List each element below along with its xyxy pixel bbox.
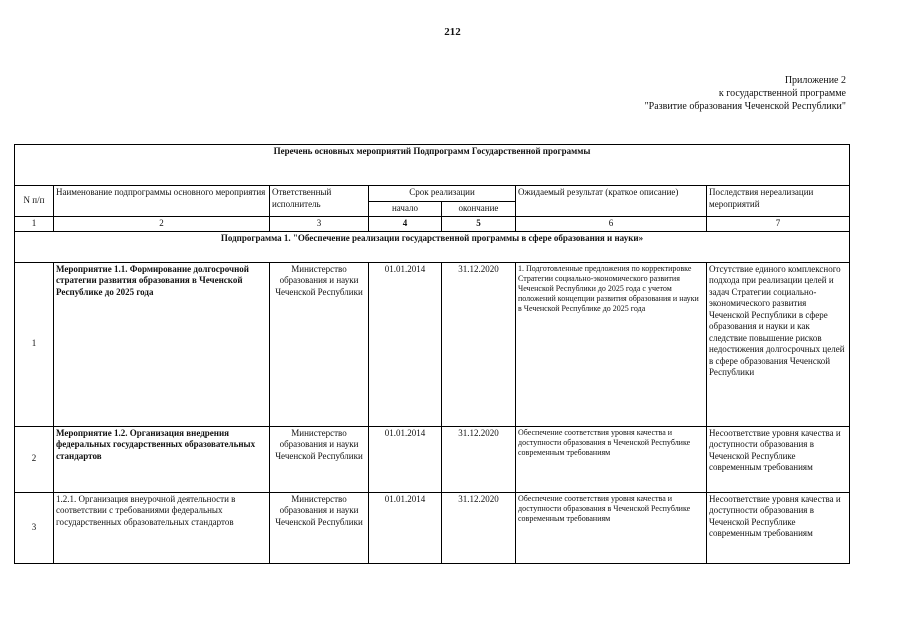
row-num: 2	[15, 426, 54, 492]
row-name: Мероприятие 1.2. Организация внедрения федеральных государственных образовательных стандартов	[54, 426, 270, 492]
header-consequences: Последствия нереализации мероприятий	[707, 186, 850, 217]
appendix-block	[645, 74, 846, 113]
appendix-line-3: "Развитие образования Чеченской Республики"	[644, 101, 846, 112]
col-number: 6	[516, 217, 707, 232]
col-number: 3	[270, 217, 369, 232]
row-end: 31.12.2020	[442, 492, 516, 563]
row-num: 3	[15, 492, 54, 563]
header-start: начало	[369, 201, 442, 217]
page-number: 212	[444, 26, 461, 38]
row-name: Мероприятие 1.1. Формирование долгосрочной стратегии развития образования в Чеченской Республике до 2025 года	[54, 262, 270, 426]
row-start: 01.01.2014	[369, 262, 442, 426]
row-result: Обеспечение соответствия уровня качества и доступности образования в Чеченской Республике современным требованиям	[516, 426, 707, 492]
row-num: 1	[15, 262, 54, 426]
header-result: Ожидаемый результат (краткое описание)	[516, 186, 707, 217]
header-num: N п/п	[15, 186, 54, 217]
subprogram-title: Подпрограмма 1. "Обеспечение реализации государственной программы в сфере образования и науки»	[15, 231, 850, 262]
table-row	[15, 426, 850, 492]
col-number: 4	[369, 217, 442, 232]
header-period: Срок реализации	[369, 186, 516, 202]
row-end: 31.12.2020	[442, 426, 516, 492]
row-end: 31.12.2020	[442, 262, 516, 426]
appendix-line-1: Приложение 2	[784, 75, 846, 86]
row-consequences: Отсутствие единого комплексного подхода при реализации целей и задач Стратегии социально-экономического развития Чеченской Республики в сфере образования и науки и как следствие повышение рисков недостижения долгосрочных целей в сфере образования Чеченской Республики	[707, 262, 850, 426]
measures-table	[14, 144, 850, 564]
column-numbers-row	[15, 217, 850, 232]
table-row	[15, 492, 850, 563]
row-result: Обеспечение соответствия уровня качества и доступности образования в Чеченской Республике современным требованиям	[516, 492, 707, 563]
col-number: 2	[54, 217, 270, 232]
col-number: 7	[707, 217, 850, 232]
row-responsible: Министерство образования и науки Чеченской Республики	[270, 426, 369, 492]
header-name: Наименование подпрограммы основного мероприятия	[54, 186, 270, 217]
row-responsible: Министерство образования и науки Чеченской Республики	[270, 492, 369, 563]
col-number: 1	[15, 217, 54, 232]
table-title: Перечень основных мероприятий Подпрограмм Государственной программы	[15, 145, 850, 186]
appendix-line-2: к государственной программе	[718, 88, 846, 99]
subprogram-row	[15, 231, 850, 262]
row-consequences: Несоответствие уровня качества и доступности образования в Чеченской Республике современным требованиям	[707, 492, 850, 563]
row-consequences: Несоответствие уровня качества и доступности образования в Чеченской Республике современным требованиям	[707, 426, 850, 492]
table-title-row	[15, 145, 850, 186]
row-result: 1. Подготовленные предложения по корректировке Стратегии социально-экономического развития Чеченской Республики до 2025 года с учетом положений концепции развития образования и науки в Чеченской Республике до 2025 года	[516, 262, 707, 426]
col-number: 5	[442, 217, 516, 232]
header-row-1	[15, 186, 850, 202]
header-responsible: Ответственный исполнитель	[270, 186, 369, 217]
table-row	[15, 262, 850, 426]
row-name: 1.2.1. Организация внеурочной деятельности в соответствии с требованиями федеральных государственных образовательных стандартов	[54, 492, 270, 563]
row-responsible: Министерство образования и науки Чеченской Республики	[270, 262, 369, 426]
row-start: 01.01.2014	[369, 492, 442, 563]
header-end: окончание	[442, 201, 516, 217]
row-start: 01.01.2014	[369, 426, 442, 492]
